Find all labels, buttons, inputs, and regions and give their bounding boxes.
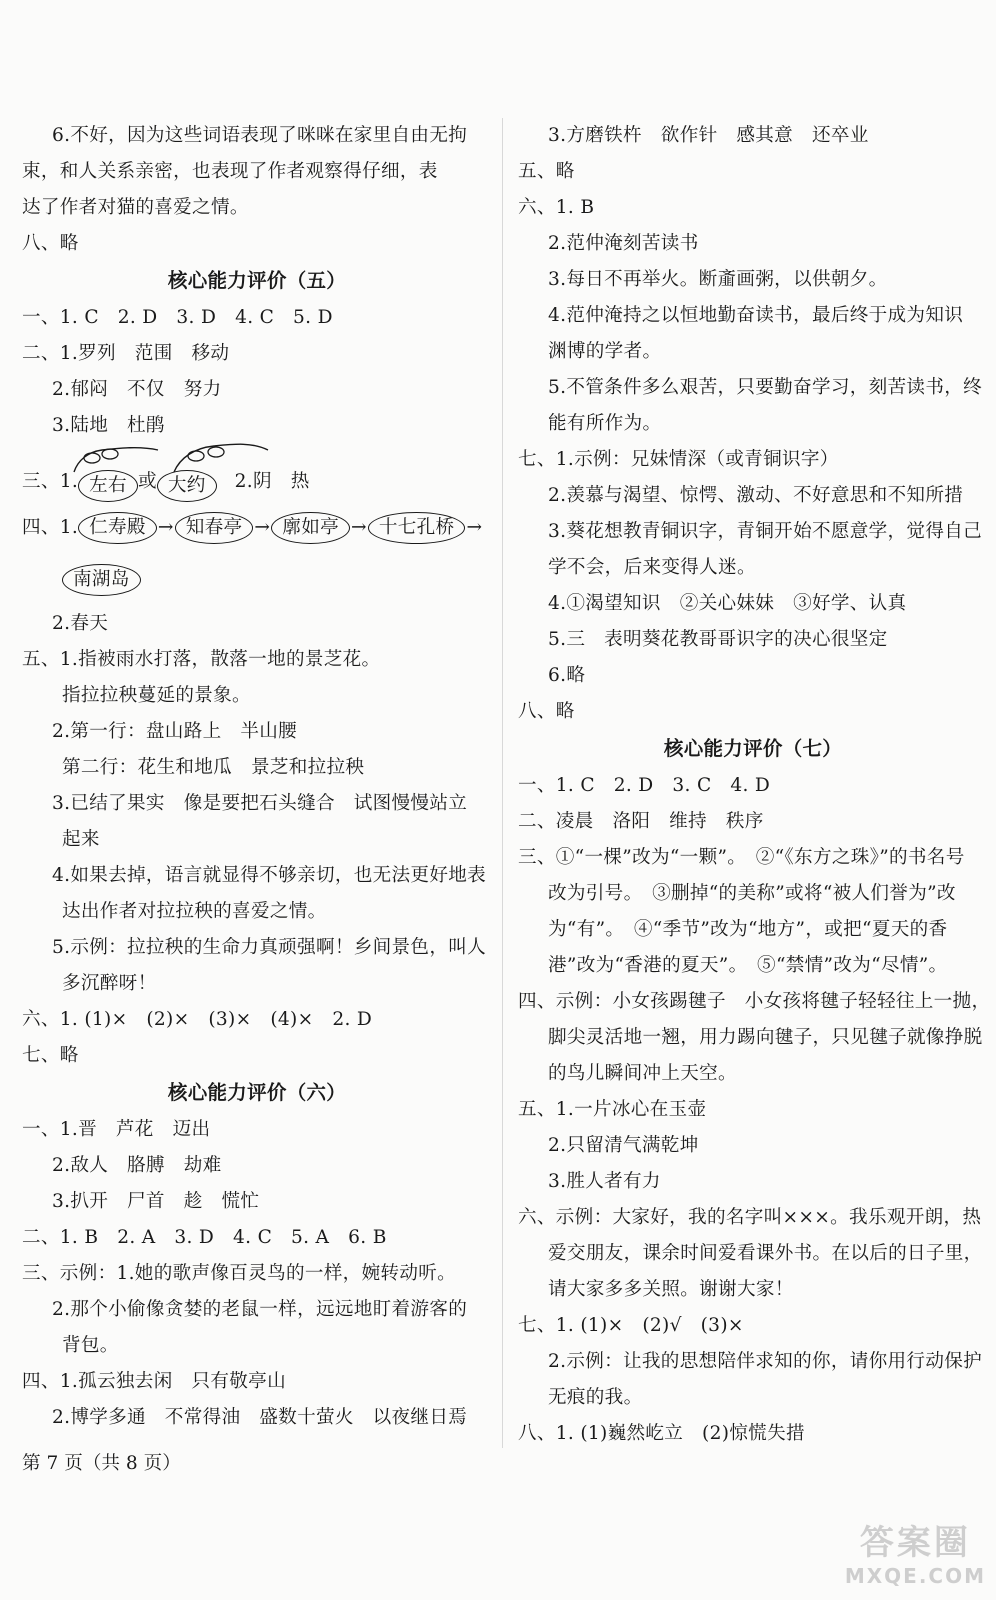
- page-number: 第 7 页（共 8 页）: [22, 1453, 181, 1474]
- answer-line: 6.略: [548, 665, 586, 686]
- route-stop: 仁寿殿: [78, 512, 157, 544]
- answer-line: 2.春天: [52, 613, 109, 634]
- arrow-right-icon: →: [350, 517, 367, 538]
- answer-line: 七、略: [22, 1045, 79, 1066]
- answer-line: 三、示例：1.她的歌声像百灵鸟的一样，婉转动听。: [22, 1263, 457, 1284]
- answer-line: 八、1. (1)巍然屹立 (2)惊慌失措: [518, 1423, 805, 1444]
- answer-line: 爱交朋友，课余时间爱看课外书。在以后的日子里，: [548, 1243, 983, 1264]
- answer-line: 2.示例：让我的思想陪伴求知的你，请你用行动保护: [548, 1351, 983, 1372]
- route-stop: 知春亭: [175, 512, 254, 544]
- answer-line: 港”改为“香港的夏天”。 ⑤“禁情”改为“尽情”。: [548, 955, 948, 976]
- answer-line: 三、①“一棵”改为“一颗”。 ②“《东方之珠》”的书名号: [518, 847, 965, 868]
- answer-line: 五、略: [518, 161, 575, 182]
- answer-line: 一、1.晋 芦花 迈出: [22, 1119, 211, 1140]
- circled-word: 大约: [157, 470, 217, 502]
- answer-line: 4.①渴望知识 ②关心妹妹 ③好学、认真: [548, 593, 907, 614]
- answer-line: 3.葵花想教青铜识字，青铜开始不愿意学，觉得自己: [548, 521, 983, 542]
- question-prefix: 四、1.: [22, 517, 79, 538]
- arrow-right-icon: →: [254, 517, 271, 538]
- answer-line: 的鸟儿瞬间冲上天空。: [548, 1063, 737, 1084]
- loop-mark-icon: [70, 440, 162, 474]
- answer-line: 六、1. (1)× (2)× (3)× (4)× 2. D: [22, 1009, 373, 1030]
- answer-line: 无痕的我。: [548, 1387, 643, 1408]
- answer-line: 2.范仲淹刻苦读书: [548, 233, 699, 254]
- route-stop: 十七孔桥: [368, 512, 466, 544]
- route-diagram-end: [22, 554, 492, 606]
- answer-line: 八、略: [22, 233, 79, 254]
- answer-line: 2.第一行：盘山路上 半山腰: [52, 721, 298, 742]
- answer-line: 能有所作为。: [548, 413, 662, 434]
- column-divider: [502, 118, 503, 1448]
- watermark-text: 答案圈: [859, 1523, 971, 1563]
- answer-line: 背包。: [62, 1335, 119, 1356]
- answer-line: 6.不好，因为这些词语表现了咪咪在家里自由无拘: [52, 125, 468, 146]
- answer-line: 五、1.一片冰心在玉壶: [518, 1099, 707, 1120]
- answer-line: 4.如果去掉，语言就显得不够亲切，也无法更好地表: [52, 865, 487, 886]
- connector-text: 或: [137, 471, 157, 492]
- answer-text: 2.阴 热: [234, 471, 310, 492]
- answer-line: 5.不管条件多么艰苦，只要勤奋学习，刻苦读书，终: [548, 377, 983, 398]
- answer-line: 七、1.示例：兄妹情深（或青铜识字）: [518, 449, 839, 470]
- answer-line: 一、1. C 2. D 3. D 4. C 5. D: [22, 307, 333, 328]
- answer-line: 为“有”。 ④“季节”改为“地方”，或把“夏天的香: [548, 919, 948, 940]
- arrow-right-icon: →: [157, 517, 174, 538]
- answer-line: 五、1.指被雨水打落，散落一地的景芝花。: [22, 649, 381, 670]
- answer-line: 3.胜人者有力: [548, 1171, 661, 1192]
- answer-line: 起来: [62, 829, 100, 850]
- left-column: [22, 118, 492, 1436]
- answer-line: 达出作者对拉拉秧的喜爱之情。: [62, 901, 327, 922]
- answer-line: 四、1.孤云独去闲 只有敬亭山: [22, 1371, 286, 1392]
- answer-line: 5.三 表明葵花教哥哥识字的决心很坚定: [548, 629, 888, 650]
- answer-line: 3.扒开 尸首 趁 慌忙: [52, 1191, 260, 1212]
- answer-line: 5.示例：拉拉秧的生命力真顽强啊！乡间景色，叫人: [52, 937, 487, 958]
- answer-line: 八、略: [518, 701, 575, 722]
- answer-line: 第二行：花生和地瓜 景芝和拉拉秧: [62, 757, 365, 778]
- answer-line: 3.每日不再举火。断齑画粥，以供朝夕。: [548, 269, 888, 290]
- answer-line: 3.已结了果实 像是要把石头缝合 试图慢慢站立: [52, 793, 468, 814]
- answer-line: 3.方磨铁杵 欲作针 感其意 还卒业: [548, 125, 869, 146]
- answer-line: 四、示例：小女孩踢毽子 小女孩将毽子轻轻往上一抛，: [518, 991, 991, 1012]
- answer-line: 2.博学多通 不常得油 盛数十萤火 以夜继日焉: [52, 1407, 468, 1428]
- answer-line: 多沉醉呀！: [62, 973, 157, 994]
- route-stop: 南湖岛: [62, 564, 141, 596]
- answer-line: 二、凌晨 洛阳 维持 秩序: [518, 811, 764, 832]
- answer-line: 束，和人关系亲密，也表现了作者观察得仔细，表: [22, 161, 438, 182]
- loop-mark-icon: [170, 436, 272, 474]
- answer-line: 七、1. (1)× (2)√ (3)×: [518, 1315, 744, 1336]
- route-diagram: [22, 502, 492, 554]
- answer-line: 4.范仲淹持之以恒地勤奋读书，最后终于成为知识: [548, 305, 964, 326]
- answer-line: 达了作者对猫的喜爱之情。: [22, 197, 249, 218]
- route-stop: 廓如亭: [271, 512, 350, 544]
- circled-word: 左右: [78, 470, 138, 502]
- answer-line: 2.羡慕与渴望、惊愕、激动、不好意思和不知所措: [548, 485, 964, 506]
- answer-line: 2.郁闷 不仅 努力: [52, 379, 222, 400]
- answer-line: 学不会，后来变得人迷。: [548, 557, 756, 578]
- answer-line: 2.只留清气满乾坤: [548, 1135, 699, 1156]
- answer-line: 渊博的学者。: [548, 341, 662, 362]
- answer-line: 二、1. B 2. A 3. D 4. C 5. A 6. B: [22, 1227, 387, 1248]
- answer-line: 脚尖灵活地一翘，用力踢向毽子，只见毽子就像挣脱: [548, 1027, 983, 1048]
- answer-line: 请大家多多关照。谢谢大家！: [548, 1279, 794, 1300]
- section-title-6: 核心能力评价（六）: [167, 1081, 347, 1104]
- answer-line: 2.那个小偷像贪婪的老鼠一样，远远地盯着游客的: [52, 1299, 468, 1320]
- answer-line: 一、1. C 2. D 3. C 4. D: [518, 775, 771, 796]
- watermark-logo: [845, 1515, 986, 1588]
- question-prefix: 三、1.: [22, 471, 79, 492]
- watermark-url: MXQE.COM: [844, 1564, 986, 1588]
- answer-line: 二、1.罗列 范围 移动: [22, 343, 230, 364]
- answer-line: 指拉拉秧蔓延的景象。: [62, 685, 251, 706]
- answer-line: 2.敌人 胳膊 劫难: [52, 1155, 222, 1176]
- answer-line: 3.陆地 杜鹃: [52, 415, 165, 436]
- section-title-7: 核心能力评价（七）: [663, 737, 843, 760]
- right-column: [518, 118, 991, 1452]
- arrow-right-icon: →: [466, 517, 483, 538]
- answer-line: 六、示例：大家好，我的名字叫×××。我乐观开朗，热: [518, 1207, 982, 1228]
- answer-line: 六、1. B: [518, 197, 595, 218]
- section-title-5: 核心能力评价（五）: [167, 269, 347, 292]
- circled-words-line: [22, 444, 492, 502]
- answer-line: 改为引号。 ③删掉“的美称”或将“被人们誉为”改: [548, 883, 956, 904]
